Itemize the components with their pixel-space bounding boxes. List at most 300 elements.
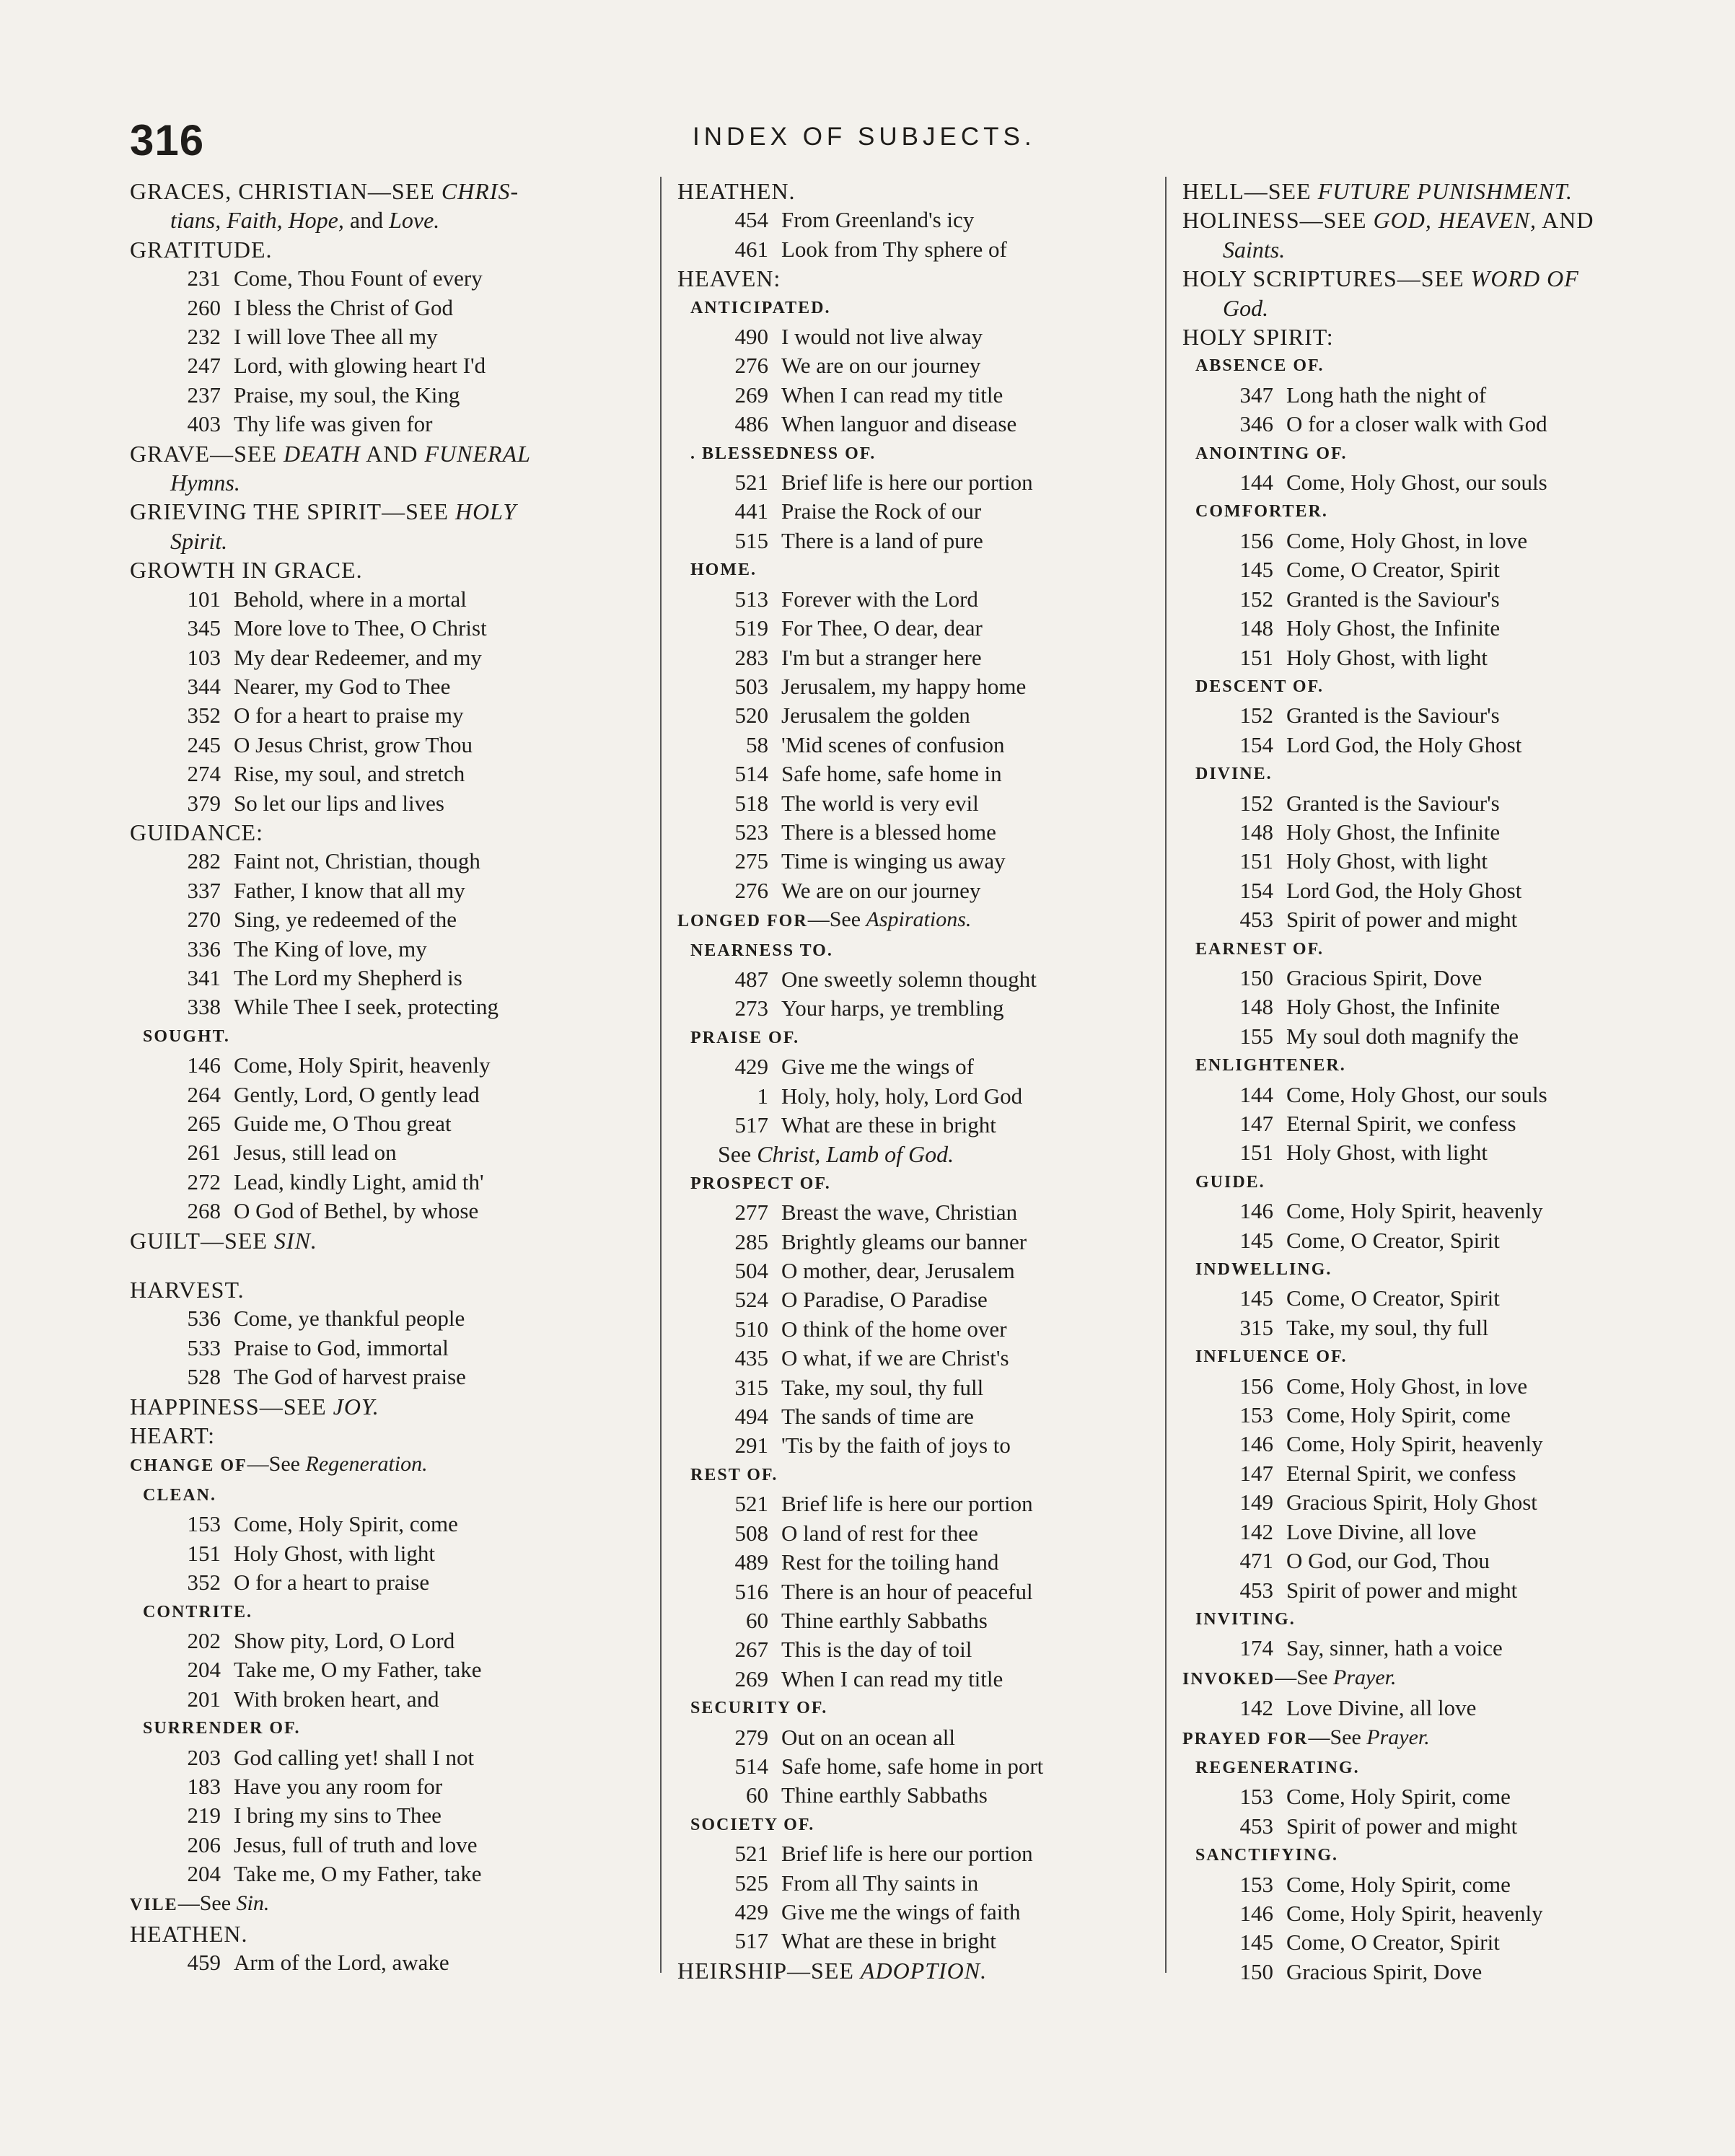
- hymn-first-line: I will love Thee all my: [234, 324, 438, 350]
- subject-heading: [677, 264, 1175, 293]
- subject-heading: [130, 235, 635, 264]
- hymn-first-line: Spirit of power and might: [1286, 907, 1518, 933]
- cross-reference: [677, 1140, 1175, 1169]
- hymn-first-line: I bring my sins to Thee: [234, 1803, 442, 1829]
- hymn-first-line: Come, Holy Ghost, in love: [1286, 527, 1528, 553]
- hymn-entry: [1182, 1401, 1680, 1430]
- hymn-entry: [1182, 818, 1680, 847]
- hymn-entry: [1182, 1459, 1680, 1488]
- cross-reference: [1182, 235, 1680, 264]
- hymn-entry: [677, 497, 1175, 526]
- hymn-first-line: Take, my soul, thy full: [1286, 1314, 1489, 1340]
- subject-heading: [1182, 177, 1680, 206]
- hymn-entry: [130, 1860, 635, 1888]
- hymn-number: 379: [187, 790, 221, 816]
- subtopic-heading: [130, 1022, 635, 1051]
- hymn-first-line: Jerusalem, my happy home: [781, 673, 1027, 699]
- hymn-entry: [677, 1228, 1175, 1257]
- hymn-entry: [1182, 1694, 1680, 1722]
- hymn-first-line: O Paradise, O Paradise: [781, 1287, 988, 1313]
- hymn-first-line: Safe home, safe home in: [781, 761, 1002, 787]
- hymn-entry: [677, 351, 1175, 380]
- hymn-number: 265: [187, 1111, 221, 1136]
- entry-text: SECURITY OF.: [690, 1699, 828, 1718]
- hymn-first-line: Come, O Creator, Spirit: [1286, 1930, 1500, 1955]
- hymn-entry: [130, 1655, 635, 1684]
- hymn-first-line: O God, our God, Thou: [1286, 1548, 1490, 1574]
- hymn-number: 453: [1239, 907, 1273, 933]
- entry-text: NEARNESS TO.: [690, 941, 833, 960]
- subtopic-label: CHANGE OF: [130, 1456, 247, 1476]
- subtopic-heading: [1182, 1051, 1680, 1080]
- subtopic-heading: [130, 1714, 635, 1743]
- hymn-number: 346: [1239, 411, 1273, 437]
- hymn-number: 514: [734, 1753, 768, 1779]
- see-reference: FUTURE PUNISHMENT.: [1317, 178, 1573, 204]
- subject-heading: [130, 177, 635, 206]
- hymn-first-line: With broken heart, and: [234, 1686, 439, 1712]
- entry-text: —See: [807, 907, 866, 932]
- hymn-first-line: The God of harvest praise: [234, 1364, 466, 1390]
- hymn-first-line: Love Divine, all love: [1286, 1695, 1477, 1721]
- subject-heading: [130, 497, 635, 526]
- entry-text: —See: [1275, 1665, 1334, 1689]
- subject-heading: [1182, 206, 1680, 234]
- hymn-number: 270: [187, 907, 221, 933]
- hymn-first-line: Gently, Lord, O gently lead: [234, 1081, 480, 1107]
- entry-text: . BLESSEDNESS OF.: [690, 444, 877, 463]
- cross-reference: [130, 468, 635, 497]
- hymn-first-line: Brightly gleams our banner: [781, 1228, 1027, 1254]
- subtopic-heading: [1182, 497, 1680, 526]
- hymn-number: 489: [734, 1549, 768, 1575]
- hymn-first-line: One sweetly solemn thought: [781, 966, 1037, 992]
- see-reference: CHRIS-: [441, 178, 519, 204]
- hymn-first-line: God calling yet! shall I not: [234, 1744, 475, 1770]
- hymn-number: 513: [734, 586, 768, 612]
- hymn-number: 403: [187, 411, 221, 437]
- entry-text: EARNEST OF.: [1195, 939, 1325, 959]
- hymn-number: 518: [734, 790, 768, 816]
- entry-text: INDWELLING.: [1195, 1260, 1332, 1280]
- hymn-entry: [1182, 1870, 1680, 1899]
- hymn-number: 515: [734, 527, 768, 553]
- hymn-first-line: There is a land of pure: [781, 527, 983, 553]
- entry-text: PRAISE OF.: [690, 1028, 800, 1047]
- hymn-number: 453: [1239, 1577, 1273, 1603]
- subtopic-label: LONGED FOR: [677, 912, 808, 931]
- hymn-first-line: I bless the Christ of God: [234, 294, 453, 320]
- entry-text: ANTICIPATED.: [690, 298, 831, 317]
- hymn-first-line: Gracious Spirit, Holy Ghost: [1286, 1490, 1537, 1515]
- hymn-entry: [1182, 1928, 1680, 1957]
- subtopic-heading: [677, 1694, 1175, 1722]
- subject-heading: [130, 818, 635, 847]
- hymn-first-line: Show pity, Lord, O Lord: [234, 1627, 455, 1653]
- entry-text: GUIDE.: [1195, 1172, 1265, 1192]
- hymn-first-line: Come, Holy Spirit, come: [234, 1511, 458, 1537]
- hymn-number: 151: [1239, 1140, 1273, 1166]
- hymn-entry: [1182, 1430, 1680, 1458]
- hymn-entry: [130, 1051, 635, 1080]
- hymn-entry: [130, 1831, 635, 1860]
- hymn-entry: [130, 1109, 635, 1138]
- subtopic-heading: [677, 905, 1175, 936]
- see-reference: Saints.: [1223, 236, 1286, 263]
- hymn-number: 145: [1239, 1930, 1273, 1955]
- hymn-number: 247: [187, 353, 221, 379]
- hymn-first-line: Come, Holy Spirit, heavenly: [234, 1052, 491, 1078]
- hymn-entry: [677, 672, 1175, 701]
- hymn-first-line: O what, if we are Christ's: [781, 1345, 1009, 1371]
- see-reference: tians, Faith, Hope,: [170, 207, 344, 234]
- hymn-number: 273: [734, 995, 768, 1021]
- hymn-number: 264: [187, 1081, 221, 1107]
- hymn-entry: [130, 294, 635, 322]
- hymn-first-line: Jerusalem the golden: [781, 703, 970, 729]
- hymn-entry: [677, 1198, 1175, 1227]
- hymn-entry: [130, 322, 635, 351]
- subtopic-heading: [1182, 760, 1680, 788]
- hymn-number: 459: [187, 1950, 221, 1976]
- hymn-entry: [1182, 731, 1680, 760]
- hymn-first-line: Lord God, the Holy Ghost: [1286, 877, 1522, 903]
- hymn-number: 231: [187, 265, 221, 291]
- hymn-number: 279: [734, 1724, 768, 1750]
- entry-text: PROSPECT OF.: [690, 1174, 831, 1193]
- hymn-number: 232: [187, 324, 221, 350]
- entry-text: GUIDANCE:: [130, 819, 263, 845]
- hymn-number: 528: [187, 1364, 221, 1390]
- entry-text: COMFORTER.: [1195, 502, 1328, 522]
- hymn-first-line: Eternal Spirit, we confess: [1286, 1460, 1516, 1486]
- hymn-entry: [677, 468, 1175, 497]
- see-reference: Prayer.: [1366, 1725, 1430, 1749]
- hymn-entry: [677, 614, 1175, 643]
- hymn-first-line: From Greenland's icy: [781, 207, 975, 233]
- hymn-number: 153: [187, 1511, 221, 1537]
- hymn-number: 151: [187, 1540, 221, 1566]
- hymn-number: 315: [1239, 1314, 1273, 1340]
- hymn-first-line: Out on an ocean all: [781, 1724, 956, 1750]
- hymn-first-line: Holy Ghost, with light: [1286, 848, 1488, 874]
- hymn-number: 152: [1239, 790, 1273, 816]
- hymn-first-line: Arm of the Lord, awake: [234, 1950, 449, 1976]
- hymn-entry: [677, 527, 1175, 555]
- hymn-entry: [677, 789, 1175, 818]
- entry-text: HOLY SPIRIT:: [1182, 324, 1334, 351]
- hymn-number: 338: [187, 994, 221, 1020]
- subtopic-heading: [1182, 1841, 1680, 1870]
- hymn-first-line: When I can read my title: [781, 1666, 1003, 1691]
- entry-text: SOCIETY OF.: [690, 1815, 815, 1834]
- hymn-number: 203: [187, 1744, 221, 1770]
- hymn-number: 525: [734, 1870, 768, 1896]
- hymn-first-line: Lord, with glowing heart I'd: [234, 353, 486, 379]
- hymn-entry: [677, 1723, 1175, 1752]
- see-reference: Aspirations.: [866, 907, 972, 932]
- hymn-entry: [1182, 1488, 1680, 1517]
- hymn-entry: [677, 1111, 1175, 1140]
- hymn-entry: [1182, 701, 1680, 730]
- hymn-first-line: From all Thy saints in: [781, 1870, 979, 1896]
- hymn-first-line: Father, I know that all my: [234, 877, 465, 903]
- hymn-entry: [1182, 614, 1680, 643]
- hymn-entry: [677, 1606, 1175, 1635]
- subject-heading: [130, 1919, 635, 1948]
- hymn-first-line: More love to Thee, O Christ: [234, 615, 487, 641]
- hymn-number: 151: [1239, 644, 1273, 670]
- hymn-first-line: O land of rest for thee: [781, 1520, 978, 1546]
- see-reference: Sin.: [236, 1891, 270, 1915]
- hymn-number: 206: [187, 1831, 221, 1857]
- hymn-first-line: Say, sinner, hath a voice: [1286, 1635, 1503, 1661]
- entry-text: HOLINESS—SEE: [1182, 207, 1374, 234]
- hymn-first-line: Gracious Spirit, Dove: [1286, 1958, 1483, 1984]
- hymn-number: 150: [1239, 964, 1273, 990]
- hymn-number: 153: [1239, 1871, 1273, 1897]
- hymn-number: 521: [734, 1491, 768, 1517]
- see-reference: JOY.: [333, 1393, 379, 1420]
- entry-text: HEATHEN.: [130, 1920, 248, 1947]
- hymn-number: 337: [187, 877, 221, 903]
- hymn-first-line: Have you any room for: [234, 1773, 443, 1799]
- entry-text: GRAVE—SEE: [130, 440, 284, 467]
- see-reference: Christ, Lamb of God.: [757, 1141, 954, 1168]
- hymn-first-line: When I can read my title: [781, 382, 1003, 408]
- subtopic-heading: [677, 1810, 1175, 1839]
- hymn-entry: [1182, 993, 1680, 1021]
- hymn-first-line: Forever with the Lord: [781, 586, 978, 612]
- entry-text: HAPPINESS—SEE: [130, 1393, 333, 1420]
- entry-text: HELL—SEE: [1182, 178, 1318, 204]
- hymn-entry: [1182, 964, 1680, 993]
- cross-reference: [1182, 294, 1680, 322]
- entry-text: HEATHEN.: [677, 178, 796, 204]
- hymn-first-line: The King of love, my: [234, 936, 427, 962]
- hymn-entry: [677, 585, 1175, 614]
- entry-text: GUILT—SEE: [130, 1227, 274, 1254]
- entry-text: HOLY SCRIPTURES—SEE: [1182, 265, 1471, 292]
- entry-text: GRATITUDE.: [130, 236, 273, 263]
- hymn-number: 471: [1239, 1548, 1273, 1574]
- hymn-first-line: Holy Ghost, with light: [1286, 644, 1488, 670]
- hymn-number: 147: [1239, 1111, 1273, 1136]
- hymn-entry: [677, 1781, 1175, 1810]
- see-reference: Prayer.: [1333, 1665, 1397, 1689]
- see-reference: Hymns.: [170, 470, 240, 496]
- entry-text: DESCENT OF.: [1195, 677, 1325, 696]
- hymn-first-line: Breast the wave, Christian: [781, 1200, 1018, 1226]
- hymn-first-line: Praise to God, immortal: [234, 1334, 449, 1360]
- hymn-first-line: So let our lips and lives: [234, 790, 444, 816]
- hymn-first-line: Lead, kindly Light, amid th': [234, 1169, 484, 1194]
- hymn-number: 453: [1239, 1813, 1273, 1839]
- hymn-first-line: We are on our journey: [781, 877, 981, 903]
- hymn-entry: [1182, 847, 1680, 876]
- hymn-entry: [677, 643, 1175, 672]
- entry-text: INFLUENCE OF.: [1195, 1347, 1348, 1367]
- hymn-entry: [130, 1197, 635, 1226]
- hymn-number: 147: [1239, 1460, 1273, 1486]
- hymn-entry: [677, 1344, 1175, 1373]
- entry-text: See: [718, 1141, 757, 1168]
- hymn-entry: [677, 1665, 1175, 1694]
- hymn-number: 487: [734, 966, 768, 992]
- hymn-first-line: My soul doth magnify the: [1286, 1023, 1519, 1049]
- hymn-first-line: There is an hour of peaceful: [781, 1578, 1033, 1604]
- hymn-entry: [130, 351, 635, 380]
- hymn-first-line: Take, my soul, thy full: [781, 1374, 984, 1400]
- hymn-first-line: Take me, O my Father, take: [234, 1861, 482, 1887]
- hymn-first-line: Come, Holy Spirit, heavenly: [1286, 1900, 1543, 1926]
- subject-heading: [1182, 322, 1680, 351]
- hymn-number: 517: [734, 1928, 768, 1954]
- subtopic-heading: [1182, 1342, 1680, 1371]
- hymn-first-line: Gracious Spirit, Dove: [1286, 964, 1483, 990]
- hymn-number: 202: [187, 1627, 221, 1653]
- hymn-entry: [130, 1627, 635, 1655]
- hymn-first-line: What are these in bright: [781, 1928, 996, 1954]
- hymn-first-line: For Thee, O dear, dear: [781, 615, 983, 641]
- hymn-first-line: The sands of time are: [781, 1404, 974, 1430]
- entry-text: ENLIGHTENER.: [1195, 1056, 1346, 1075]
- hymn-entry: [677, 206, 1175, 234]
- hymn-first-line: This is the day of toil: [781, 1637, 972, 1663]
- hymn-entry: [677, 1402, 1175, 1431]
- hymn-entry: [130, 381, 635, 410]
- hymn-entry: [130, 1801, 635, 1830]
- subject-heading: [130, 439, 635, 468]
- hymn-entry: [130, 1168, 635, 1197]
- hymn-entry: [677, 701, 1175, 730]
- hymn-entry: [1182, 789, 1680, 818]
- hymn-first-line: Praise, my soul, the King: [234, 382, 460, 408]
- page-title: INDEX OF SUBJECTS.: [693, 123, 1036, 151]
- subtopic-heading: [677, 1169, 1175, 1198]
- hymn-number: 149: [1239, 1490, 1273, 1515]
- hymn-number: 156: [1239, 527, 1273, 553]
- hymn-entry: [1182, 1782, 1680, 1811]
- subtopic-heading: [1182, 1754, 1680, 1782]
- hymn-first-line: While Thee I seek, protecting: [234, 994, 498, 1020]
- hymn-first-line: Come, Holy Spirit, heavenly: [1286, 1198, 1543, 1224]
- subtopic-heading: [1182, 1168, 1680, 1197]
- hymn-entry: [130, 585, 635, 614]
- subject-heading: [130, 1421, 635, 1450]
- hymn-number: 461: [734, 236, 768, 262]
- hymn-number: 276: [734, 877, 768, 903]
- hymn-number: 536: [187, 1306, 221, 1332]
- index-column-3: [1165, 177, 1680, 1984]
- hymn-number: 204: [187, 1657, 221, 1683]
- hymn-first-line: Give me the wings of faith: [781, 1898, 1021, 1924]
- hymn-first-line: Come, Thou Fount of every: [234, 265, 483, 291]
- hymn-entry: [130, 672, 635, 701]
- hymn-number: 347: [1239, 382, 1273, 408]
- hymn-entry: [677, 1373, 1175, 1402]
- subtopic-label: VILE: [130, 1895, 178, 1914]
- entry-text: —See: [247, 1452, 306, 1477]
- see-reference: WORD OF: [1470, 265, 1579, 292]
- hymn-first-line: Come, Holy Spirit, heavenly: [1286, 1431, 1543, 1457]
- hymn-entry: [1182, 1812, 1680, 1841]
- hymn-number: 352: [187, 703, 221, 729]
- hymn-first-line: Come, O Creator, Spirit: [1286, 1285, 1500, 1311]
- hymn-first-line: Spirit of power and might: [1286, 1813, 1518, 1839]
- hymn-entry: [1182, 381, 1680, 410]
- hymn-entry: [677, 235, 1175, 264]
- hymn-number: 145: [1239, 1285, 1273, 1311]
- hymn-entry: [677, 410, 1175, 439]
- subtopic-heading: [130, 1481, 635, 1510]
- hymn-number: 277: [734, 1200, 768, 1226]
- entry-text: GRIEVING THE SPIRIT—SEE: [130, 498, 455, 525]
- hymn-number: 142: [1239, 1695, 1273, 1721]
- hymn-entry: [677, 1548, 1175, 1577]
- hymn-number: 151: [1239, 848, 1273, 874]
- hymn-entry: [130, 1304, 635, 1333]
- hymn-number: 219: [187, 1803, 221, 1829]
- hymn-number: 503: [734, 673, 768, 699]
- entry-text: CONTRITE.: [143, 1602, 253, 1622]
- hymn-entry: [677, 1927, 1175, 1955]
- hymn-entry: [130, 1948, 635, 1977]
- hymn-entry: [130, 964, 635, 993]
- hymn-number: 514: [734, 761, 768, 787]
- hymn-entry: [1182, 1081, 1680, 1109]
- hymn-number: 156: [1239, 1373, 1273, 1399]
- hymn-number: 146: [1239, 1431, 1273, 1457]
- hymn-entry: [130, 1334, 635, 1363]
- hymn-number: 204: [187, 1861, 221, 1887]
- hymn-number: 494: [734, 1404, 768, 1430]
- hymn-number: 237: [187, 382, 221, 408]
- entry-text: GRACES, CHRISTIAN—SEE: [130, 178, 442, 204]
- hymn-number: 101: [187, 586, 221, 612]
- subtopic-heading: [1182, 1723, 1680, 1754]
- hymn-entry: [130, 1363, 635, 1391]
- hymn-first-line: O mother, dear, Jerusalem: [781, 1258, 1015, 1284]
- hymn-number: 145: [1239, 1227, 1273, 1253]
- entry-text: REST OF.: [690, 1465, 778, 1484]
- see-reference: God.: [1223, 294, 1269, 321]
- hymn-first-line: We are on our journey: [781, 353, 981, 379]
- hymn-entry: [677, 994, 1175, 1023]
- hymn-number: 183: [187, 1773, 221, 1799]
- hymn-first-line: 'Tis by the faith of joys to: [781, 1433, 1011, 1458]
- hymn-number: 245: [187, 731, 221, 757]
- hymn-number: 352: [187, 1570, 221, 1596]
- hymn-number: 261: [187, 1140, 221, 1166]
- subtopic-heading: [130, 1450, 635, 1480]
- hymn-first-line: Granted is the Saviour's: [1286, 703, 1500, 729]
- hymn-number: 508: [734, 1520, 768, 1546]
- hymn-number: 1: [757, 1083, 768, 1109]
- see-reference: SIN.: [273, 1227, 317, 1254]
- hymn-first-line: Thine earthly Sabbaths: [781, 1607, 988, 1633]
- subject-heading: [130, 555, 635, 584]
- hymn-entry: [1182, 1518, 1680, 1546]
- hymn-first-line: Behold, where in a mortal: [234, 586, 467, 612]
- hymn-first-line: Praise the Rock of our: [781, 498, 982, 524]
- hymn-first-line: The world is very evil: [781, 790, 979, 816]
- hymn-number: 276: [734, 353, 768, 379]
- subtopic-heading: [1182, 351, 1680, 380]
- hymn-first-line: Time is winging us away: [781, 848, 1006, 874]
- entry-text: ABSENCE OF.: [1195, 356, 1325, 376]
- hymn-entry: [130, 1772, 635, 1801]
